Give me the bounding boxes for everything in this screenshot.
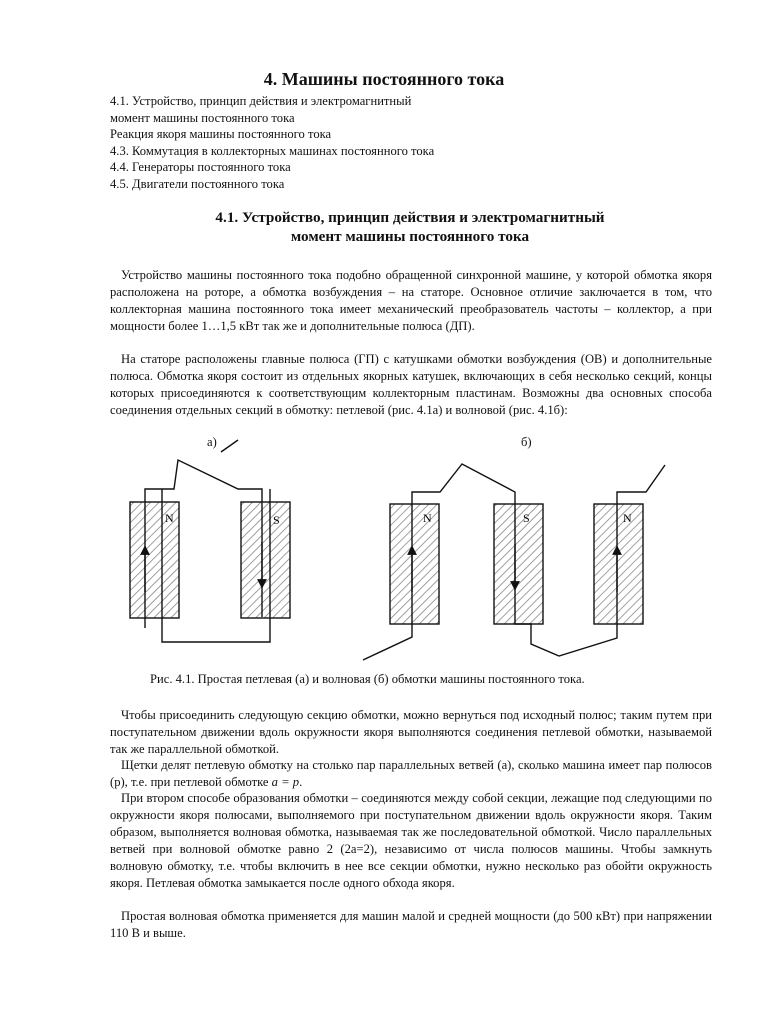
section-title [0,208,768,246]
toc-item[interactable]: 4.5. Двигатели постоянного тока [110,176,285,191]
pole-block [494,504,543,624]
pole-label-s: S [273,513,280,527]
toc-item[interactable]: 4.1. Устройство, принцип действия и электромагнитный [110,94,412,108]
figure-caption: Рис. 4.1. Простая петлевая (а) и волновая (б) обмотки машины постоянного тока. [150,672,585,686]
chapter-title: 4. Машины постоянного тока [263,69,505,89]
coil-wire [221,440,238,452]
toc-item[interactable]: момент машины постоянного тока [110,110,295,125]
section-title-line: 4.1. Устройство, принцип действия и электромагнитный [215,209,605,226]
pole-label-n: N [165,511,174,525]
paragraph: Простая волновая обмотка применяется для машин малой и средней мощности (до 500 кВт) при напряжении 110 В и выше. [110,909,712,940]
pole-block [594,504,643,624]
pole-label-s: S [523,511,530,525]
winding-figure [110,432,712,670]
table-of-contents [110,93,434,193]
pole-block [241,502,290,618]
paragraph: Устройство машины постоянного тока подобно обращенной синхронной машине, у которой обмотка якоря расположена на роторе, а обмотка возбуждения – на статоре. Основное отличие заключается в том, что коллекторная машина постоянного тока имеет механический преобразователь частоты – коллектор, а при мощности более 1…1,5 кВт так же и дополнительные полюса (ДП). [110,268,712,333]
winding-diagram [110,432,712,670]
paragraph: На статоре расположены главные полюса (ГП) с катушками обмотки возбуждения (ОВ) и дополнительные полюса. Обмотка якоря состоит из отдельных якорных катушек, включающих в себя несколько секций, концы которых присоединяются к соответствующим коллекторным пластинам. Возможны два основных способа соединения отдельных секций в обмотку: петлевой (рис. 4.1а) и волновой (рис. 4.1б): [110,352,712,417]
pole-label-n: N [623,511,632,525]
toc-item[interactable]: Реакция якоря машины постоянного тока [110,127,332,142]
paragraph: Чтобы присоединить следующую секцию обмотки, можно вернуться под исходный полюс; таким путем при поступательном движении вдоль окружности якоря выполняются соединения петлевой обмотки, называемой так же параллельной обмоткой. [110,708,712,756]
figure-label-a: а) [207,435,217,449]
paragraph-text: Щетки делят петлевую обмотку на столько пар параллельных ветвей (a), сколько машина имеет пар полюсов (p), т.е. при петлевой обмотке [110,758,712,789]
paragraph-text: . [299,775,303,789]
wave-winding [363,464,665,660]
toc-item[interactable]: 4.3. Коммутация в коллекторных машинах постоянного тока [110,143,435,158]
pole-label-n: N [423,511,432,525]
toc-item[interactable]: 4.4. Генераторы постоянного тока [110,160,291,175]
paragraph: При втором способе образования обмотки – соединяются между собой секции, лежащие под следующими по окружности якоря полюсами, выполняемого при поступательном движении вдоль окружности якоря. Таким образом, выполняется волновая обмотка, называемая так же последовательной обмоткой. Число параллельных ветвей при волновой обмотке равно 2 (2a=2), независимо от числа полюсов машины. Чтобы замкнуть волновую обмотку, т.е. чтобы включить в нее все секции обмотки, нужно несколько раз обойти окружность якоря. Петлевая обмотка замыкается после одного обхода якоря. [110,791,712,890]
section-title-line: момент машины постоянного тока [290,228,530,245]
formula: a = p [271,775,300,789]
loop-winding [130,440,290,642]
paragraph [110,757,712,791]
figure-label-b: б) [521,435,532,449]
